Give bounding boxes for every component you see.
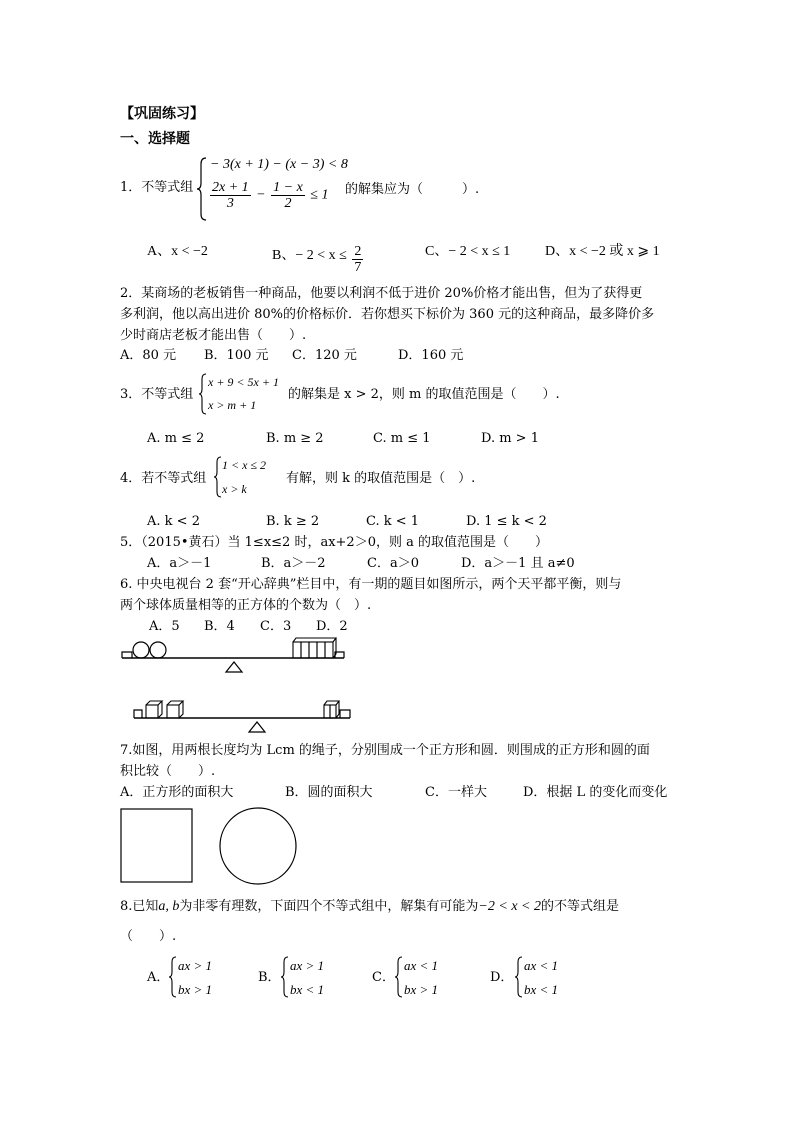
q8-option-d-line2: bx < 1 bbox=[524, 982, 559, 997]
q7-option-d[interactable]: D．根据 L 的变化而变化 bbox=[523, 785, 668, 800]
q8-option-a-line2: bx > 1 bbox=[178, 982, 213, 997]
q1-option-c[interactable]: C、− 2 < x ≤ 1 bbox=[425, 244, 511, 259]
q3-option-d[interactable]: D. m > 1 bbox=[481, 431, 539, 446]
q3-prefix: 3．不等式组 bbox=[120, 387, 194, 402]
q6-line1: 6. 中央电视台 2 套“开心辞典”栏目中，有一期的题目如图所示，两个天平都平衡，则与 bbox=[120, 577, 622, 592]
balance-scale-1 bbox=[118, 632, 350, 677]
q7-option-a[interactable]: A．正方形的面积大 bbox=[120, 785, 234, 800]
q8-option-d-label[interactable]: D． bbox=[490, 970, 514, 985]
q2-line3: 少时商店老板才能出售（ ）. bbox=[120, 328, 307, 343]
q1-suffix: 的解集应为（ ）. bbox=[345, 182, 480, 197]
q8-line1-post: 的不等式组是 bbox=[540, 899, 619, 914]
q7-figure bbox=[119, 806, 301, 886]
q4-system-line2: x > k bbox=[222, 482, 247, 496]
q3-option-c[interactable]: C. m ≤ 1 bbox=[373, 431, 431, 446]
q1-system-line1: − 3(x + 1) − (x − 3) < 8 bbox=[210, 157, 348, 172]
q4-option-d[interactable]: D. 1 ≤ k < 2 bbox=[466, 514, 547, 529]
q4-option-a[interactable]: A. k < 2 bbox=[147, 514, 200, 529]
q6-option-c[interactable]: C．3 bbox=[260, 619, 292, 634]
q8-option-c-brace bbox=[394, 955, 404, 999]
q8-option-a-line1: ax > 1 bbox=[178, 958, 213, 973]
q7-line1: 7.如图，用两根长度均为 Lcm 的绳子，分别围成一个正方形和圆．则围成的正方形和圆的面 bbox=[120, 743, 650, 758]
q8-option-c-label[interactable]: C． bbox=[372, 970, 395, 985]
q3-suffix: 的解集是 x > 2，则 m 的取值范围是（ ）. bbox=[288, 387, 560, 402]
q5-option-b[interactable]: B．a＞－2 bbox=[261, 556, 326, 571]
q1-option-b-pre: B、− 2 < x ≤ bbox=[272, 248, 347, 263]
q2-line2: 多利润，他以高出进价 80%的价格标价．若你想买下标价为 360 元的这种商品，最多降价多 bbox=[120, 307, 655, 322]
q8-option-b-line1: ax > 1 bbox=[290, 958, 325, 973]
q8-option-b-line2: bx < 1 bbox=[290, 982, 325, 997]
q1-option-b[interactable] bbox=[272, 244, 365, 275]
q8-range: −2 < x < 2 bbox=[478, 899, 541, 914]
q5-option-a[interactable]: A．a＞－1 bbox=[147, 556, 212, 571]
q5-line1: 5．（2015•黄石）当 1≤x≤2 时，ax+2＞0，则 a 的取值范围是（ ） bbox=[120, 535, 548, 550]
q8-option-a-label[interactable]: A． bbox=[147, 970, 170, 985]
q8-line2: （ ）. bbox=[120, 929, 177, 944]
q2-option-c[interactable]: C．120 元 bbox=[292, 348, 357, 363]
q8-option-c-line2: bx > 1 bbox=[404, 982, 439, 997]
q7-line2: 积比较（ ）. bbox=[120, 764, 216, 779]
q5-option-d[interactable]: D．a＞－1 且 a≠0 bbox=[461, 556, 575, 571]
q1-prefix: 1．不等式组 bbox=[120, 180, 194, 195]
square-shape bbox=[121, 809, 192, 882]
q1-option-d[interactable]: D、x < −2 或 x ⩾ 1 bbox=[545, 244, 660, 259]
q8-vars: a, b bbox=[158, 899, 180, 914]
q4-option-b[interactable]: B. k ≥ 2 bbox=[266, 514, 320, 529]
q4-option-c[interactable]: C. k < 1 bbox=[366, 514, 420, 529]
q1-frac1-num: 2x + 1 bbox=[212, 180, 249, 195]
q3-brace bbox=[198, 372, 208, 416]
q8-option-a-brace bbox=[168, 955, 178, 999]
q8-line1-pre: 8.已知 bbox=[120, 899, 159, 914]
q1-system-line2 bbox=[208, 180, 328, 211]
q2-option-b[interactable]: B．100 元 bbox=[204, 348, 269, 363]
q7-option-c[interactable]: C．一样大 bbox=[425, 785, 487, 800]
q6-option-d[interactable]: D．2 bbox=[316, 619, 348, 634]
q4-suffix: 有解，则 k 的取值范围是（ ）. bbox=[286, 471, 476, 486]
q6-option-b[interactable]: B．4 bbox=[204, 619, 235, 634]
q3-system-line1: x + 9 < 5x + 1 bbox=[208, 375, 279, 389]
q1-option-b-num: 2 bbox=[354, 244, 362, 259]
q2-line1: 2．某商场的老板销售一种商品，他要以利润不低于进价 20%价格才能出售，但为了获得更 bbox=[120, 286, 643, 301]
q1-frac2-num: 1 − x bbox=[273, 180, 303, 195]
q8-line1-mid: 为非零有理数，下面四个不等式组中，解集有可能为 bbox=[179, 899, 479, 914]
q1-brace bbox=[196, 156, 208, 222]
q2-option-a[interactable]: A．80 元 bbox=[120, 348, 177, 363]
q6-line2: 两个球体质量相等的正方体的个数为（ ）. bbox=[120, 598, 372, 613]
q1-option-b-den: 7 bbox=[354, 260, 362, 275]
q5-option-c[interactable]: C．a＞0 bbox=[367, 556, 419, 571]
q8-option-d-line1: ax < 1 bbox=[524, 958, 559, 973]
q6-option-a[interactable]: A．5 bbox=[149, 619, 180, 634]
q1-frac2-den: 2 bbox=[284, 196, 292, 211]
q1-option-a[interactable]: A、x < −2 bbox=[147, 244, 208, 259]
ball-2 bbox=[150, 642, 166, 658]
q1-minus: − bbox=[256, 187, 266, 203]
circle-shape bbox=[220, 808, 296, 884]
q8-option-b-label[interactable]: B． bbox=[258, 970, 281, 985]
section-title-choice: 一、选择题 bbox=[120, 131, 190, 147]
q4-prefix: 4．若不等式组 bbox=[120, 471, 207, 486]
q4-system-line1: 1 < x ≤ 2 bbox=[222, 458, 267, 472]
q8-line1 bbox=[120, 899, 619, 915]
q8-option-c-line1: ax < 1 bbox=[404, 958, 439, 973]
q8-option-d-brace bbox=[514, 955, 524, 999]
q1-frac1-den: 3 bbox=[226, 196, 234, 211]
balance-scale-2 bbox=[130, 696, 355, 736]
q3-system-line2: x > m + 1 bbox=[208, 398, 257, 412]
q2-option-d[interactable]: D．160 元 bbox=[398, 348, 464, 363]
q1-tail: ≤ 1 bbox=[310, 187, 329, 203]
q7-option-b[interactable]: B．圆的面积大 bbox=[285, 785, 373, 800]
section-heading-practice: 【巩固练习】 bbox=[120, 106, 204, 122]
q3-option-b[interactable]: B. m ≥ 2 bbox=[266, 431, 324, 446]
ball-1 bbox=[133, 642, 149, 658]
q8-option-b-brace bbox=[280, 955, 290, 999]
q3-option-a[interactable]: A. m ≤ 2 bbox=[147, 431, 205, 446]
